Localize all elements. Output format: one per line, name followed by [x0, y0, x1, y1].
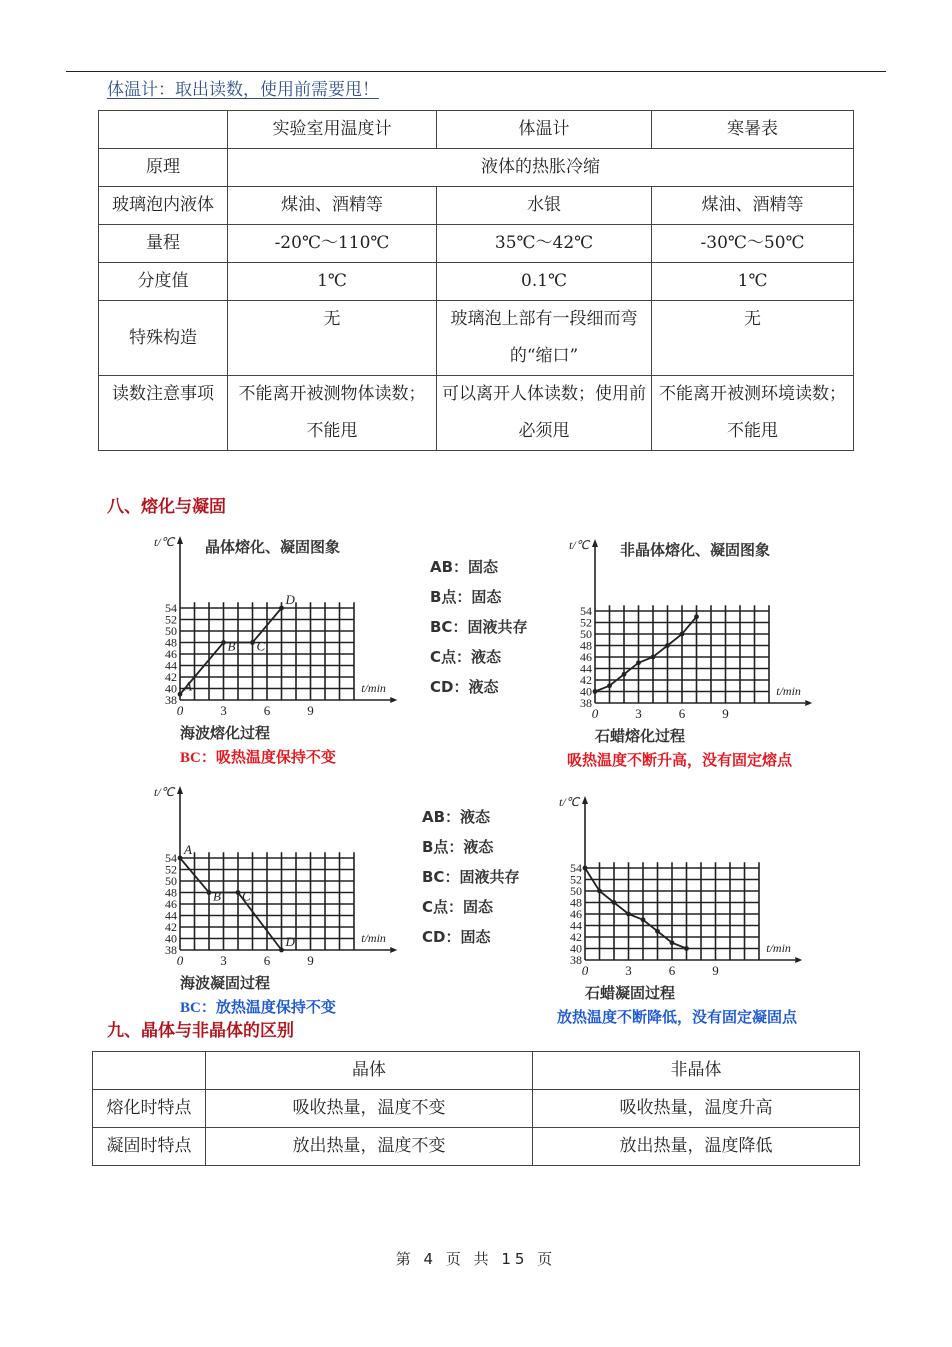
legend-item: B点：固态	[430, 588, 502, 606]
header-cell: 体温计	[437, 111, 652, 149]
svg-text:3: 3	[220, 953, 227, 968]
svg-text:3: 3	[220, 703, 227, 718]
svg-text:9: 9	[307, 953, 314, 968]
table-cell: 吸收热量，温度升高	[533, 1090, 860, 1128]
svg-text:9: 9	[307, 703, 314, 718]
table-cell: 无	[228, 301, 437, 376]
header-cell: 实验室用温度计	[228, 111, 437, 149]
table-row	[93, 1128, 860, 1166]
legend-item: AB：固态	[430, 558, 499, 576]
section-8-title: 八、熔化与凝固	[107, 497, 226, 517]
svg-text:D: D	[285, 934, 295, 949]
svg-text:放热温度不断降低，没有固定凝固点: 放热温度不断降低，没有固定凝固点	[557, 1010, 798, 1026]
thermometer-note: 体温计：取出读数，使用前需要甩！	[107, 80, 379, 100]
table-cell: 0.1℃	[437, 263, 652, 301]
svg-text:38: 38	[165, 943, 177, 957]
table-cell: 不能离开被测物体读数；不能甩	[228, 376, 437, 451]
svg-text:38: 38	[165, 693, 177, 707]
header-cell: 非晶体	[533, 1052, 860, 1090]
crystal-freezing-chart	[150, 780, 430, 1024]
amorphous-melting-chart	[565, 533, 845, 777]
svg-text:52: 52	[165, 612, 177, 627]
svg-text:38: 38	[570, 953, 582, 967]
table-cell: 煤油、酒精等	[652, 187, 854, 225]
svg-text:40: 40	[580, 684, 592, 699]
svg-text:t/min: t/min	[361, 931, 386, 945]
header-cell: 晶体	[206, 1052, 533, 1090]
crystal-comparison-table	[92, 1051, 860, 1166]
svg-text:C: C	[242, 888, 251, 904]
svg-text:42: 42	[165, 670, 177, 684]
svg-text:t/℃: t/℃	[559, 795, 580, 809]
svg-text:t/min: t/min	[766, 941, 791, 955]
table-row	[99, 301, 854, 376]
header-cell	[93, 1052, 206, 1090]
svg-text:t/℃: t/℃	[154, 535, 175, 549]
svg-text:40: 40	[165, 931, 177, 946]
legend-item: AB：液态	[422, 808, 491, 826]
svg-text:吸热温度不断升高，没有固定熔点: 吸热温度不断升高，没有固定熔点	[567, 753, 793, 769]
table-cell: -20℃～110℃	[228, 225, 437, 263]
svg-text:46: 46	[580, 650, 592, 664]
table-row	[99, 376, 854, 451]
table-cell: 1℃	[228, 263, 437, 301]
svg-text:48: 48	[165, 635, 177, 650]
table-row	[99, 225, 854, 263]
svg-text:54: 54	[165, 601, 177, 615]
svg-text:6: 6	[263, 703, 271, 718]
svg-text:50: 50	[165, 624, 177, 638]
legend-item: BC：固液共存	[422, 868, 520, 886]
table-cell: 吸收热量，温度不变	[206, 1090, 533, 1128]
svg-text:BC：吸热温度保持不变: BC：吸热温度保持不变	[180, 750, 336, 766]
header-cell: 寒暑表	[652, 111, 854, 149]
svg-text:海波凝固过程: 海波凝固过程	[180, 976, 271, 992]
table-cell: -30℃～50℃	[652, 225, 854, 263]
svg-text:t/℃: t/℃	[154, 785, 175, 799]
svg-text:BC：放热温度保持不变: BC：放热温度保持不变	[180, 1000, 336, 1016]
svg-text:46: 46	[570, 907, 582, 921]
table-header-row	[93, 1052, 860, 1090]
table-cell: 可以离开人体读数；使用前必须甩	[437, 376, 652, 451]
svg-text:9: 9	[712, 963, 719, 978]
header-cell	[99, 111, 228, 149]
legend-item: C点：液态	[430, 648, 502, 666]
svg-text:非晶体熔化、凝固图象: 非晶体熔化、凝固图象	[620, 543, 771, 559]
row-label: 凝固时特点	[93, 1128, 206, 1166]
svg-text:54: 54	[580, 604, 592, 618]
svg-text:t/℃: t/℃	[569, 538, 590, 552]
svg-text:42: 42	[165, 920, 177, 934]
svg-text:46: 46	[165, 647, 177, 661]
row-label: 量程	[99, 225, 228, 263]
svg-text:6: 6	[668, 963, 676, 978]
svg-text:42: 42	[580, 673, 592, 687]
table-cell: 水银	[437, 187, 652, 225]
row-label: 熔化时特点	[93, 1090, 206, 1128]
legend-item: C点：固态	[422, 898, 494, 916]
thermometer-table	[98, 110, 854, 451]
svg-text:54: 54	[570, 861, 582, 875]
svg-text:40: 40	[570, 941, 582, 956]
row-label: 玻璃泡内液体	[99, 187, 228, 225]
svg-text:C: C	[256, 638, 266, 654]
section-9-title: 九、晶体与非晶体的区别	[107, 1021, 294, 1041]
svg-text:石蜡凝固过程: 石蜡凝固过程	[585, 986, 676, 1002]
table-cell: 无	[652, 301, 854, 376]
svg-text:44: 44	[165, 908, 177, 923]
svg-text:海波熔化过程: 海波熔化过程	[180, 726, 271, 742]
svg-text:44: 44	[165, 658, 177, 673]
svg-text:40: 40	[165, 681, 177, 696]
table-cell: 煤油、酒精等	[228, 187, 437, 225]
svg-text:0: 0	[176, 703, 184, 718]
svg-text:50: 50	[570, 884, 582, 898]
amorphous-freezing-chart	[555, 790, 835, 1034]
table-cell: 35℃～42℃	[437, 225, 652, 263]
table-cell: 1℃	[652, 263, 854, 301]
svg-text:3: 3	[635, 706, 642, 721]
svg-text:晶体熔化、凝固图象: 晶体熔化、凝固图象	[205, 540, 341, 556]
svg-text:52: 52	[580, 615, 592, 630]
principle-value: 液体的热胀冷缩	[228, 149, 854, 187]
svg-text:6: 6	[678, 706, 686, 721]
svg-text:52: 52	[570, 872, 582, 887]
table-cell: 放出热量，温度降低	[533, 1128, 860, 1166]
svg-text:B: B	[227, 638, 236, 654]
svg-text:54: 54	[165, 851, 177, 865]
svg-text:9: 9	[722, 706, 729, 721]
legend-item: BC：固液共存	[430, 618, 528, 636]
table-cell: 不能离开被测环境读数；不能甩	[652, 376, 854, 451]
legend-item: CD：固态	[422, 928, 491, 946]
svg-text:50: 50	[580, 627, 592, 641]
svg-text:46: 46	[165, 897, 177, 911]
svg-text:0: 0	[581, 963, 589, 978]
svg-text:0: 0	[176, 953, 184, 968]
melting-legend	[430, 552, 527, 702]
svg-text:48: 48	[580, 638, 592, 653]
row-label: 分度值	[99, 263, 228, 301]
svg-text:44: 44	[580, 661, 592, 676]
svg-text:石蜡熔化过程: 石蜡熔化过程	[595, 729, 686, 745]
legend-item: CD：液态	[430, 678, 499, 696]
svg-text:48: 48	[570, 895, 582, 910]
table-row	[99, 187, 854, 225]
svg-text:B: B	[213, 888, 221, 904]
svg-text:48: 48	[165, 885, 177, 900]
legend-item: B点：液态	[422, 838, 494, 856]
svg-text:44: 44	[570, 918, 582, 933]
header-rule	[66, 71, 886, 72]
svg-text:52: 52	[165, 862, 177, 877]
svg-text:6: 6	[263, 953, 271, 968]
svg-text:38: 38	[580, 696, 592, 710]
row-label: 特殊构造	[99, 301, 228, 376]
table-row	[99, 263, 854, 301]
table-cell: 玻璃泡上部有一段细而弯的“缩口”	[437, 301, 652, 376]
svg-text:50: 50	[165, 874, 177, 888]
table-row	[99, 149, 854, 187]
svg-text:t/min: t/min	[776, 684, 801, 698]
svg-text:D: D	[285, 592, 295, 607]
table-header-row	[99, 111, 854, 149]
svg-text:3: 3	[625, 963, 632, 978]
row-label: 原理	[99, 149, 228, 187]
svg-text:0: 0	[591, 706, 599, 721]
svg-text:A: A	[184, 842, 192, 857]
svg-text:A: A	[184, 678, 192, 694]
table-cell: 放出热量，温度不变	[206, 1128, 533, 1166]
page-footer: 第 4 页 共 15 页	[395, 1250, 557, 1268]
row-label: 读数注意事项	[99, 376, 228, 451]
freezing-legend	[422, 802, 519, 952]
crystal-melting-chart	[150, 530, 430, 774]
svg-text:t/min: t/min	[361, 681, 386, 695]
svg-text:42: 42	[570, 930, 582, 944]
table-row	[93, 1090, 860, 1128]
